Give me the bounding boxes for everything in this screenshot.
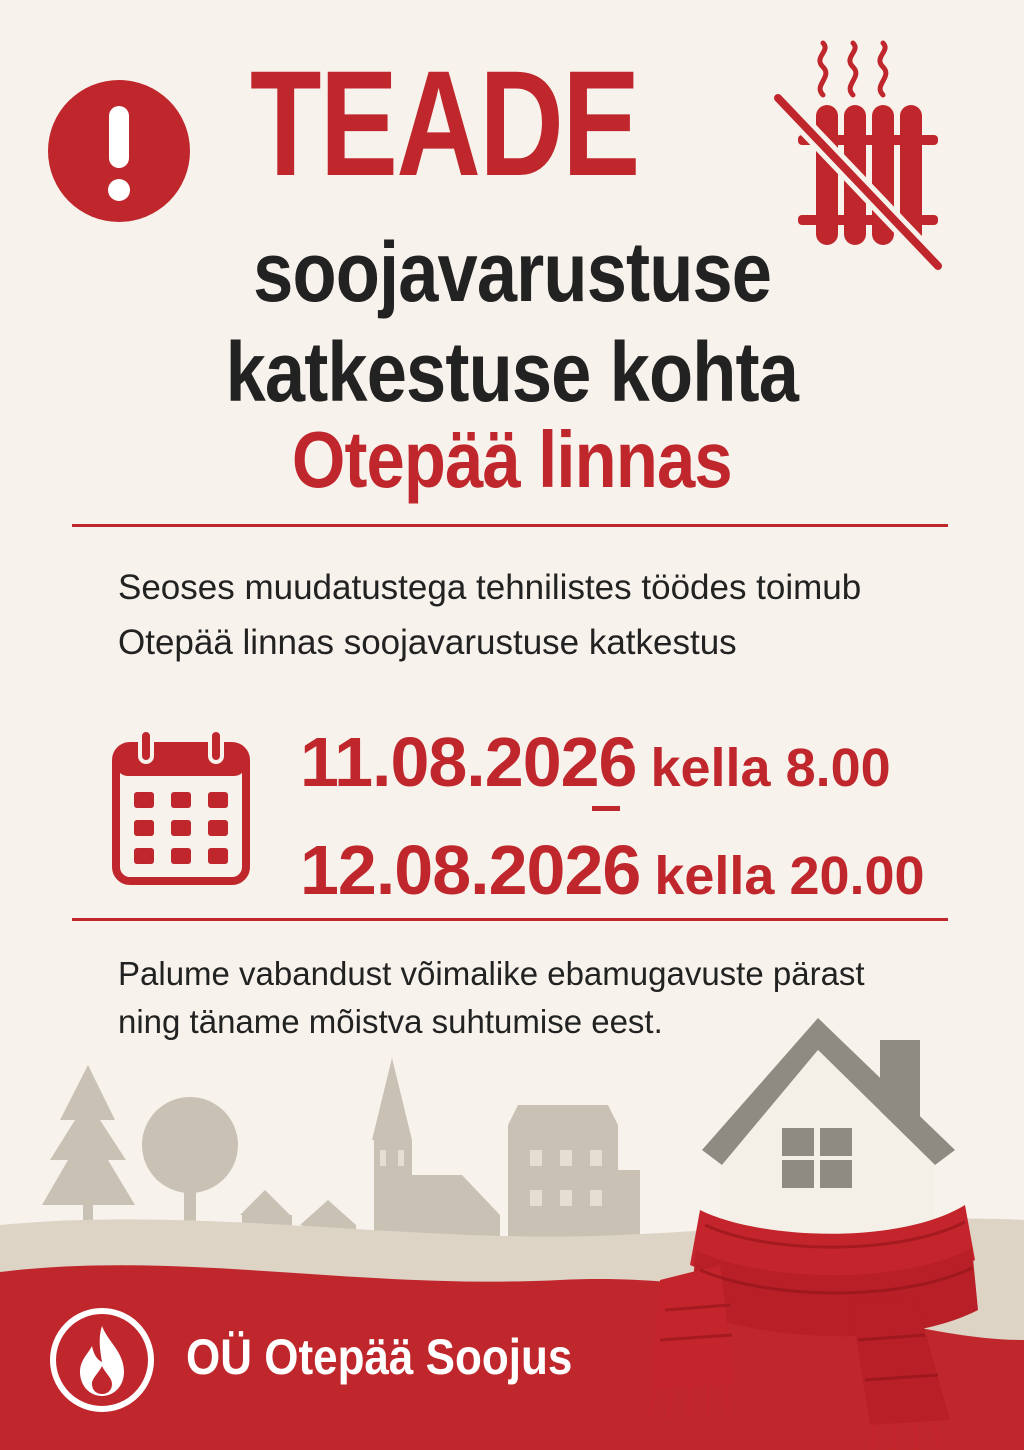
flame-icon xyxy=(48,1306,156,1414)
exclamation-icon xyxy=(48,80,190,222)
start-datetime xyxy=(300,722,891,802)
end-datetime xyxy=(300,830,925,910)
divider-top xyxy=(72,524,948,527)
tree-silhouette xyxy=(42,1065,135,1205)
notice-title: TEADE xyxy=(250,39,639,207)
closing-text: Palume vabandust võimalike ebamugavuste pärast ning täname mõistva suhtumise eest. xyxy=(118,955,865,1040)
calendar-icon xyxy=(112,726,250,886)
divider-bottom xyxy=(72,918,948,921)
subtitle-line-1: soojavarustuse xyxy=(253,225,771,319)
date-range-dash xyxy=(592,806,620,811)
start-date: 11.08.2026 xyxy=(300,723,637,801)
company-name: OÜ Otepää Soojus xyxy=(186,1329,573,1385)
end-time: kella 20.00 xyxy=(654,846,925,906)
subtitle-line-2: katkestuse kohta xyxy=(225,325,799,419)
location-title: Otepää linnas xyxy=(292,415,732,504)
start-time: kella 8.00 xyxy=(650,738,891,798)
end-date: 12.08.2026 xyxy=(300,831,641,909)
intro-text: Seoses muudatustega tehnilistes töödes toimub Otepää linnas soojavarustuse katkestus xyxy=(118,568,862,662)
